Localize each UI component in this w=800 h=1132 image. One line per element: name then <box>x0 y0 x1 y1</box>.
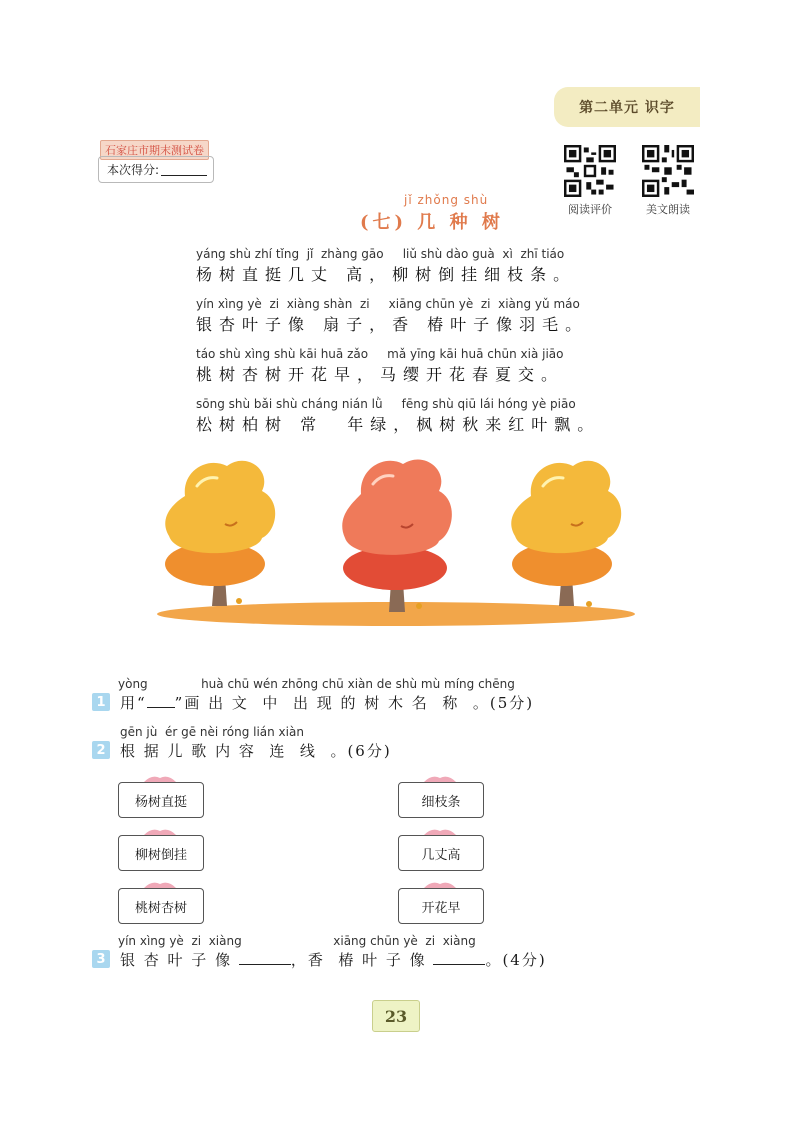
lotus-icon <box>422 774 458 782</box>
poem-line <box>196 247 636 285</box>
question-text: 根 据 儿 歌 内 容 连 线 。(6分) <box>120 742 392 760</box>
score-blank <box>161 163 207 176</box>
unit-tab: 第二单元 识字 <box>554 87 700 127</box>
question-number: 1 <box>92 693 110 711</box>
page-number: 23 <box>372 1000 420 1032</box>
answer-blank[interactable] <box>239 950 291 965</box>
question-text-part: 。(4分) <box>485 951 547 969</box>
match-box: 桃树杏树 <box>118 888 204 924</box>
answer-blank[interactable] <box>433 950 485 965</box>
match-item-right[interactable] <box>398 827 484 871</box>
match-item-right[interactable] <box>398 774 484 818</box>
match-box: 开花早 <box>398 888 484 924</box>
question-text-part: 用“ <box>120 694 147 712</box>
match-box: 杨树直挺 <box>118 782 204 818</box>
page-title: (七) 几 种 树 <box>360 212 504 233</box>
question-text-part: ，香 椿 叶 子 像 <box>290 951 434 969</box>
question-text-part: ”画 出 文 中 出 现 的 树 木 名 称 。(5分) <box>174 694 535 712</box>
lotus-icon <box>142 880 178 888</box>
qr-label: 美文朗读 <box>646 203 690 216</box>
score-box <box>98 156 214 183</box>
poem-line <box>196 297 636 335</box>
trees-illustration <box>157 446 635 630</box>
match-box: 柳树倒挂 <box>118 835 204 871</box>
match-box: 几丈高 <box>398 835 484 871</box>
poem-line <box>196 347 636 385</box>
match-item-left[interactable] <box>118 774 204 818</box>
question-number: 3 <box>92 950 110 968</box>
poem-text: 桃树杏树开花早，马缨开花春夏交。 <box>196 365 565 384</box>
exam-tag: 石家庄市期末测试卷 <box>100 140 209 160</box>
question-text <box>120 949 547 970</box>
poem-text: 松树柏树 常 年绿，枫树秋来红叶飘。 <box>196 415 601 434</box>
poem-pinyin: sōng shù bǎi shù cháng nián lǜ fēng shù qiū lái hóng yè piāo <box>196 397 576 411</box>
match-item-left[interactable] <box>118 880 204 924</box>
poem-text: 银杏叶子像 扇子，香 椿叶子像羽毛。 <box>196 315 589 334</box>
title-pinyin: jǐ zhǒng shù <box>404 193 489 207</box>
lotus-icon <box>142 827 178 835</box>
qr-code-recitation[interactable] <box>638 145 703 217</box>
match-box: 细枝条 <box>398 782 484 818</box>
poem-pinyin: táo shù xìng shù kāi huā zǎo mǎ yīng kāi huā chūn xià jiāo <box>196 347 564 361</box>
poem-pinyin: yín xìng yè zi xiàng shàn zi xiāng chūn yè zi xiàng yǔ máo <box>196 297 580 311</box>
qr-label: 阅读评价 <box>568 203 612 216</box>
lotus-icon <box>422 827 458 835</box>
question-pinyin: yòng huà chū wén zhōng chū xiàn de shù mù míng chēng <box>118 677 515 691</box>
question-text <box>120 692 534 713</box>
question-number: 2 <box>92 741 110 759</box>
question-text-part: 银 杏 叶 子 像 <box>120 951 239 969</box>
score-label: 本次得分: <box>107 163 160 177</box>
qr-code-reading[interactable] <box>560 145 625 217</box>
poem-pinyin: yáng shù zhí tǐng jǐ zhàng gāo liǔ shù dào guà xì zhī tiáo <box>196 247 565 261</box>
poem-line <box>196 397 636 435</box>
poem-text: 杨树直挺几丈 高，柳树倒挂细枝条。 <box>196 265 577 284</box>
match-item-left[interactable] <box>118 827 204 871</box>
lotus-icon <box>142 774 178 782</box>
question-pinyin: yín xìng yè zi xiàng xiāng chūn yè zi xiàng <box>118 934 476 948</box>
match-item-right[interactable] <box>398 880 484 924</box>
underline-sample <box>147 693 175 708</box>
lotus-icon <box>422 880 458 888</box>
question-pinyin: gēn jù ér gē nèi róng lián xiàn <box>120 725 304 739</box>
qr-code-icon <box>564 145 616 197</box>
qr-code-icon <box>642 145 694 197</box>
